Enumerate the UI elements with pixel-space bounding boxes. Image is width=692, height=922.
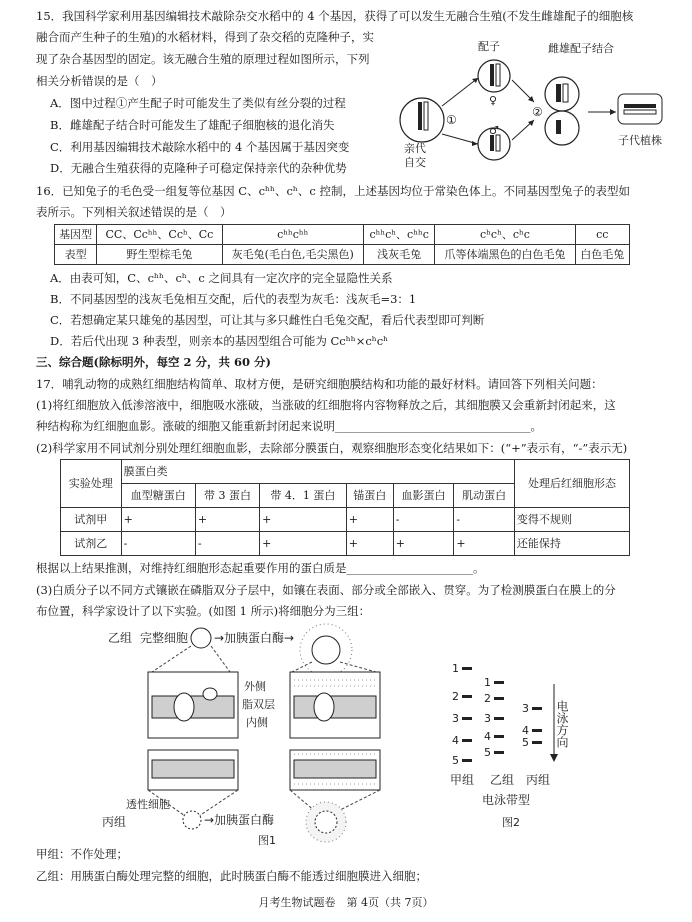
table-cell: + xyxy=(393,532,454,556)
q16-option-a: A．由表可知，C、cʰʰ、cʰ、c 之间具有一定次序的完全显隐性关系 xyxy=(50,271,393,285)
outer-label: 外侧 xyxy=(244,680,266,693)
inner-label: 内侧 xyxy=(246,716,268,729)
q16-option-c: C．若想确定某只雄兔的基因型，可让其与多只雌性白毛兔交配，看后代表型即可判断 xyxy=(50,313,485,327)
q15-option-a: A．图中过程①产生配子时可能发生了类似有丝分裂的过程 xyxy=(50,96,346,110)
q16-option-d: D．若后代出现 3 种表型，则亲本的基因型组合可能为 Ccʰʰ×cʰcʰ xyxy=(50,334,389,348)
protein-header: 肌动蛋白 xyxy=(454,484,515,508)
step-1-label: ① xyxy=(446,113,457,127)
table-cell: + xyxy=(346,508,393,532)
parent-label-2: 自交 xyxy=(404,156,426,169)
figure-2 xyxy=(440,660,590,832)
band-label: 5 xyxy=(522,736,529,749)
table-row xyxy=(61,508,630,532)
offspring-label: 子代植株 xyxy=(618,134,662,147)
table-cell: 爪等体端黑色的白色毛兔 xyxy=(435,245,575,265)
q15-option-d: D．无融合生殖获得的克隆种子可稳定保持亲代的杂种优势 xyxy=(50,161,347,175)
reagent-name: 试剂甲 xyxy=(61,508,122,532)
table-cell: + xyxy=(260,532,347,556)
result-cell: 变得不规则 xyxy=(514,508,629,532)
protein-header: 血型糖蛋白 xyxy=(121,484,195,508)
band-label: 4 xyxy=(484,730,491,743)
table-cell: + xyxy=(454,532,515,556)
band-label: 2 xyxy=(484,692,491,705)
table-cell: cc xyxy=(575,225,630,245)
section-heading: 三、综合题(除标明外，每空 2 分，共 60 分) xyxy=(36,355,271,369)
table-cell: 白色毛兔 xyxy=(575,245,630,265)
band-label: 5 xyxy=(452,754,459,767)
band-label: 3 xyxy=(484,712,491,725)
parent-label-1: 亲代 xyxy=(404,142,426,155)
q15-option-b: B．雌雄配子结合时可能发生了雄配子细胞核的退化消失 xyxy=(50,118,335,132)
q15-option-c: C．利用基因编辑技术敲除水稻中的 4 个基因属于基因突变 xyxy=(50,140,350,154)
protein-header: 带 4．1 蛋白 xyxy=(260,484,347,508)
rabbit-genotype-table xyxy=(54,224,630,265)
table-row xyxy=(55,245,630,265)
lane-label: 丙组 xyxy=(526,773,551,787)
table-cell: 野生型棕毛兔 xyxy=(97,245,222,265)
reagent-name: 试剂乙 xyxy=(61,532,122,556)
table-cell: + xyxy=(195,508,259,532)
q15-line-4: 相关分析错误的是（ ） xyxy=(36,74,163,88)
header-protein-group: 膜蛋白类 xyxy=(121,460,514,484)
q17-intro: 17．哺乳动物的成熟红细胞结构简单、取材方便，是研究细胞膜结构和功能的最好材料。请回答下列相关问题： xyxy=(36,377,603,391)
group-b-text: 乙组：用胰蛋白酶处理完整的细胞，此时胰蛋白酶不能透过细胞膜进入细胞； xyxy=(36,869,427,883)
band-label: 2 xyxy=(452,690,459,703)
table-row xyxy=(61,460,630,484)
band-label: 3 xyxy=(452,712,459,725)
reproduction-diagram xyxy=(396,32,686,182)
table-row xyxy=(55,225,630,245)
q15-line-1: 15．我国科学家利用基因编辑技术敲除杂交水稻中的 4 个基因，获得了可以发生无融合生殖(不发生雌雄配子的细胞核 xyxy=(36,9,634,23)
band-label: 3 xyxy=(522,702,529,715)
result-cell: 还能保持 xyxy=(514,532,629,556)
q16-line-2: 表所示。下列相关叙述错误的是（ ） xyxy=(36,205,232,219)
fusion-label: 雌雄配子结合 xyxy=(548,42,614,55)
group-b-label: 乙组 xyxy=(108,631,133,645)
q17-p2: (2)科学家用不同试剂分别处理红细胞血影，去除部分膜蛋白，观察细胞形态变化结果如下：(“+”表示有，“-”表示无) xyxy=(36,441,628,455)
protein-header: 锚蛋白 xyxy=(346,484,393,508)
table-cell: 基因型 xyxy=(55,225,97,245)
step-2-label: ② xyxy=(532,105,543,119)
q16-line-1: 16．已知兔子的毛色受一组复等位基因 C、cʰʰ、cʰ、c 控制，上述基因均位于常染色体上。不同基因型兔子的表型如 xyxy=(36,184,630,198)
band-label: 5 xyxy=(484,746,491,759)
electrophoresis-xlabel: 电泳带型 xyxy=(482,793,531,807)
figure-2-caption: 图2 xyxy=(502,816,520,829)
q17-p2-after: 根据以上结果推测，对维持红细胞形态起重要作用的蛋白质是______________________。 xyxy=(36,561,485,575)
q17-p3-line-2: 布位置，科学家设计了以下实验。(如图 1 所示)将细胞分为三组： xyxy=(36,604,371,618)
table-cell: cʰcʰ、cʰc xyxy=(435,225,575,245)
band-label: 4 xyxy=(452,734,459,747)
table-cell: - xyxy=(121,532,195,556)
table-cell: + xyxy=(121,508,195,532)
table-cell: - xyxy=(195,532,259,556)
gamete-label: 配子 xyxy=(478,40,500,53)
q15-line-3: 现了杂合基因型的固定。该无融合生殖的原理过程如图所示，下列 xyxy=(36,52,370,66)
male-symbol: ♂ xyxy=(489,124,499,137)
header-process: 实验处理 xyxy=(61,460,122,508)
table-cell: - xyxy=(393,508,454,532)
page-footer: 月考生物试题卷 第 4页（共 7页） xyxy=(258,896,434,909)
table-row xyxy=(61,532,630,556)
table-cell: + xyxy=(260,508,347,532)
figure-1 xyxy=(80,622,420,850)
table-cell: 灰毛兔(毛白色,毛尖黑色) xyxy=(222,245,363,265)
protein-header: 血影蛋白 xyxy=(393,484,454,508)
figure-1-caption: 图1 xyxy=(258,834,276,847)
complete-cell-label: 完整细胞 xyxy=(140,631,189,645)
table-cell: cʰʰcʰʰ xyxy=(222,225,363,245)
direction-label: 电泳方向 xyxy=(555,700,569,748)
table-cell: 浅灰毛兔 xyxy=(363,245,435,265)
q17-p3-line-1: (3)白质分子以不同方式镶嵌在磷脂双分子层中，如镶在表面、部分或全部嵌入、贯穿。为了检测膜蛋白在膜上的分 xyxy=(36,583,616,597)
bilayer-label: 脂双层 xyxy=(242,698,275,711)
protein-header: 带 3 蛋白 xyxy=(195,484,259,508)
table-cell: cʰʰcʰ、cʰʰc xyxy=(363,225,435,245)
table-cell: - xyxy=(454,508,515,532)
lane-label: 乙组 xyxy=(490,773,515,787)
lane-label: 甲组 xyxy=(450,773,475,787)
female-symbol: ♀ xyxy=(489,94,498,107)
q17-p1-line-2: 种结构称为红细胞血影。涨破的细胞又能重新封闭起来说明__________________________________。 xyxy=(36,419,542,433)
table-cell: CC、Ccʰʰ、Ccʰ、Cc xyxy=(97,225,222,245)
band-label: 1 xyxy=(484,676,491,689)
header-result: 处理后红细胞形态 xyxy=(514,460,629,508)
q16-option-b: B．不同基因型的浅灰毛兔相互交配，后代的表型为灰毛：浅灰毛=3：1 xyxy=(50,292,417,306)
table-cell: 表型 xyxy=(55,245,97,265)
add-trypsin-top-label: →加胰蛋白酶→ xyxy=(214,631,295,645)
membrane-protein-table xyxy=(60,459,630,556)
band-label: 4 xyxy=(522,724,529,737)
q15-line-2: 融合而产生种子的生殖)的水稻材料，得到了杂交稻的克隆种子，实 xyxy=(36,30,374,44)
table-cell: + xyxy=(346,532,393,556)
group-a-text: 甲组：不作处理； xyxy=(36,847,128,861)
q17-p1-line-1: (1)将红细胞放入低渗溶液中，细胞吸水涨破，当涨破的红细胞将内容物释放之后，其细胞膜又会重新封闭起来，这 xyxy=(36,398,616,412)
add-trypsin-bottom-label: →加胰蛋白酶 xyxy=(204,813,275,827)
group-c-label: 丙组 xyxy=(102,815,127,829)
permeable-cell-label: 透性细胞 xyxy=(126,798,170,811)
band-label: 1 xyxy=(452,662,459,675)
